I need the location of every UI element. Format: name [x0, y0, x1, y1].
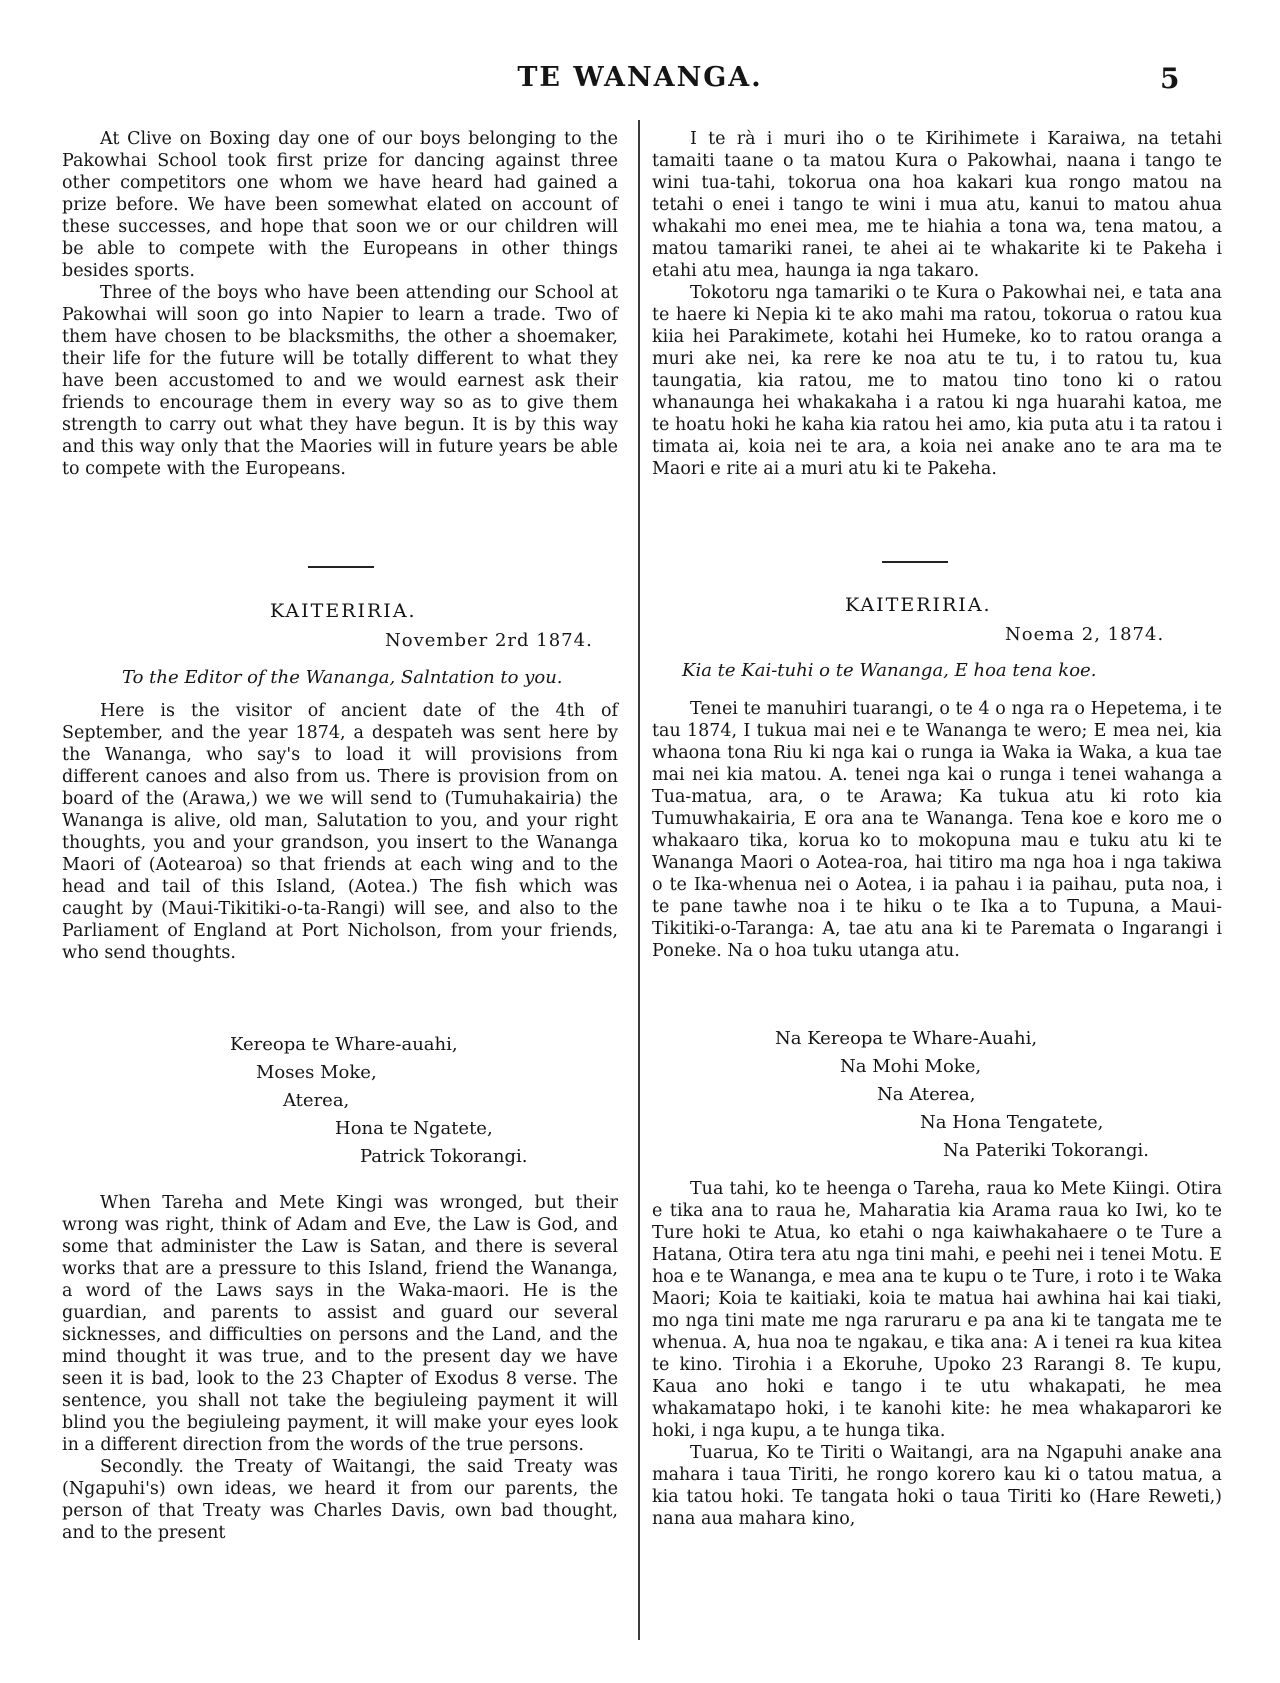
- right-article-maori: [652, 128, 1222, 480]
- right-letter-body: [652, 698, 1222, 962]
- left-signature-2: Moses Moke,: [256, 1062, 377, 1083]
- left-salutation: To the Editor of the Wananga, Salntation to you.: [122, 667, 563, 688]
- left-paragraph-4: Secondly. the Treaty of Waitangi, the said Treaty was (Ngapuhi's) own ideas, we heard it from our parents, the person of that Treaty was Charles Davis, own bad thought, and to the present: [62, 1457, 618, 1543]
- right-signature-4: Na Hona Tengatete,: [920, 1112, 1104, 1133]
- left-signature-1: Kereopa te Whare-auahi,: [230, 1034, 458, 1055]
- right-paragraph-4: Tuarua, Ko te Tiriti o Waitangi, ara na Ngapuhi anake ana mahara i taua Tiriti, he rongo korero kau ki o tatou matua, a kia tatou hoki. Te tangata hoki o taua Tiriti ko (Hare Reweti,) nana aua mahara kino,: [652, 1443, 1222, 1529]
- right-letter-text: Tenei te manuhiri tuarangi, o te 4 o nga ra o Hepetema, i te tau 1874, I tukua mai nei e te Wananga te wero; E mea nei, kia whaona tona Riu ki nga kai o runga ia Waka ia Waka, a kua tae mai nei kia matou. A. tenei nga kai o runga i tenei wahanga a Tua-matua, ara, o te Arawa; Ka tukua atu ki roto kia Tumuwhakairia, E ora ana te Wananga. Tena koe e koro me o whakaaro tika, korua ko to mokopuna mau e tuku atu ki te Wananga Maori o Aotea-roa, hai titiro ma nga hoa i nga takiwa o te Ika-whenua nei o Aotea, i ia pahau i ia paihau, puta noa, i te pane tawhe noa i te hiku o te Ika a to Tupuna, a Maui-Tikitiki-o-Taranga: A, tae atu ana ki te Paremata o Ingarangi i Poneke. Na o hoa tuku utanga atu.: [652, 699, 1222, 961]
- left-paragraph-1: At Clive on Boxing day one of our boys belonging to the Pakowhai School took first prize for dancing against three other competitors one whom we have heard had gained a prize before. We have been somewhat elated on account of these successes, and hope that soon we or our children will be able to compete with the Europeans in other things besides sports.: [62, 129, 618, 281]
- page-number: 5: [1160, 62, 1180, 95]
- left-article-english: [62, 128, 618, 480]
- left-letter-text: Here is the visitor of ancient date of the 4th of September, and the year 1874, a despateh was sent here by the Wananga, who say's to load it will provisions from different canoes and also from us. There is provision from on board of the (Arawa,) we we will send to (Tumuhakairia) the Wananga is alive, old man, Salutation to you, and your right thoughts, you and your grandson, you insert to the Wananga Maori of (Aotearoa) so that friends at each wing and to the head and tail of this Island, (Aotea.) The fish which was caught by (Maui-Tikitiki-o-ta-Rangi) will see, and also to the Parliament of England at Port Nicholson, from your friends, who send thoughts.: [62, 701, 618, 963]
- right-letter-heading: KAITERIRIA.: [845, 594, 992, 616]
- left-signature-3: Aterea,: [283, 1090, 350, 1111]
- section-rule-right: [882, 561, 948, 563]
- right-signature-5: Na Pateriki Tokorangi.: [943, 1140, 1149, 1161]
- page-title: TE WANANGA.: [517, 62, 763, 93]
- left-paragraph-2: Three of the boys who have been attending our School at Pakowhai will soon go into Napier to learn a trade. Two of them have chosen to be blacksmiths, the other a shoemaker, their life for the future will be totally different to what they have been accustomed to and we would earnest ask their friends to encourage them in every way so as to give them strength to carry out what they have begun. It is by this way and this way only that the Maories will in future years be able to compete with the Europeans.: [62, 283, 618, 479]
- left-signature-4: Hona te Ngatete,: [335, 1118, 493, 1139]
- left-letter-date: November 2rd 1874.: [385, 630, 593, 651]
- section-rule-left: [308, 566, 374, 568]
- right-article-2: [652, 1178, 1222, 1530]
- right-letter-date: Noema 2, 1874.: [1005, 624, 1165, 645]
- right-signature-3: Na Aterea,: [877, 1084, 976, 1105]
- right-paragraph-3: Tua tahi, ko te heenga o Tareha, raua ko Mete Kiingi. Otira e tika ana to raua he, Maharatia kia Arama raua ko Iwi, ko te Ture hoki te Atua, ko etahi o nga kaiwhakahaere o te Ture a Hatana, Otira tera atu nga tini mahi, e peehi nei i tenei Motu. E hoa e te Wananga, e mea ana te kupu o te Ture, i roto i te Waka Maori; Koia te kaitiaki, koia te matua hai awhina hai kai tiaki, mo nga tini mate me nga raruraru e pa ana ki te tangata me te whenua. A, hua noa te ngakau, e tika ana: A i tenei ra kua kitea te kino. Tirohia i a Ekoruhe, Upoko 23 Rarangi 8. Te kupu, Kaua ano hoki e tango i te utu whakapati, he mea whakamatapo hoki, i te kanohi kite: he mea whakaparori ke hoki, i nga kupu, a te hunga tika.: [652, 1179, 1222, 1441]
- right-signature-2: Na Mohi Moke,: [840, 1056, 982, 1077]
- left-signature-5: Patrick Tokorangi.: [360, 1146, 528, 1167]
- right-paragraph-2: Tokotoru nga tamariki o te Kura o Pakowhai nei, e tata ana te haere ki Nepia ki te ako mahi ma ratou, tokorua o ratou kua kiia hei Parakimete, kotahi hei Humeke, ko to ratou oranga a muri ake nei, ka rere ke noa atu te tu, i to ratou tu, kua taungatia, kia ratou, me to matou tino tono ki o ratou whanaunga hei whakakaha i a ratou ki nga huarahi katoa, me te hoatu hoki he kaha kia ratou hei amo, kia puta atu i ta ratou i timata ai, koia nei te ara, a koia nei anake ano te ara ma te Maori e rite ai a muri atu ki te Pakeha.: [652, 283, 1222, 479]
- right-signature-1: Na Kereopa te Whare-Auahi,: [775, 1028, 1038, 1049]
- left-paragraph-3: When Tareha and Mete Kingi was wronged, but their wrong was right, think of Adam and Eve, the Law is God, and some that administer the Law is Satan, and there is several works that are a pressure to this Island, friend the Wananga, a word of the Laws says in the Waka-maori. He is the guardian, and parents to assist and guard our several sicknesses, and difficulties on persons and the Land, and the mind thought it was true, and to the present day we have seen it is bad, look to the 23 Chapter of Exodus 8 verse. The sentence, you shall not take the begiuleing payment it will blind you the begiuleing payment, it will make your eyes look in a different direction from the words of the true persons.: [62, 1193, 618, 1455]
- left-letter-body: [62, 700, 618, 964]
- right-salutation: Kia te Kai-tuhi o te Wananga, E hoa tena koe.: [682, 660, 1097, 681]
- column-divider: [638, 120, 640, 1640]
- left-article-2: [62, 1192, 618, 1544]
- left-letter-heading: KAITERIRIA.: [270, 600, 417, 622]
- right-paragraph-1: I te rà i muri iho o te Kirihimete i Karaiwa, na tetahi tamaiti taane o ta matou Kura o Pakowhai, naana i tango te wini tua-tahi, tokorua ona hoa kakari kua rongo matou na tetahi o enei i tango te wini i mua atu, kanui to matou ahua whakahi mo enei mea, me te hiahia a tona wa, tena matou, a matou tamariki ranei, te ahei ai te whakarite ki te Pakeha i etahi atu mea, haunga ia nga takaro.: [652, 129, 1222, 281]
